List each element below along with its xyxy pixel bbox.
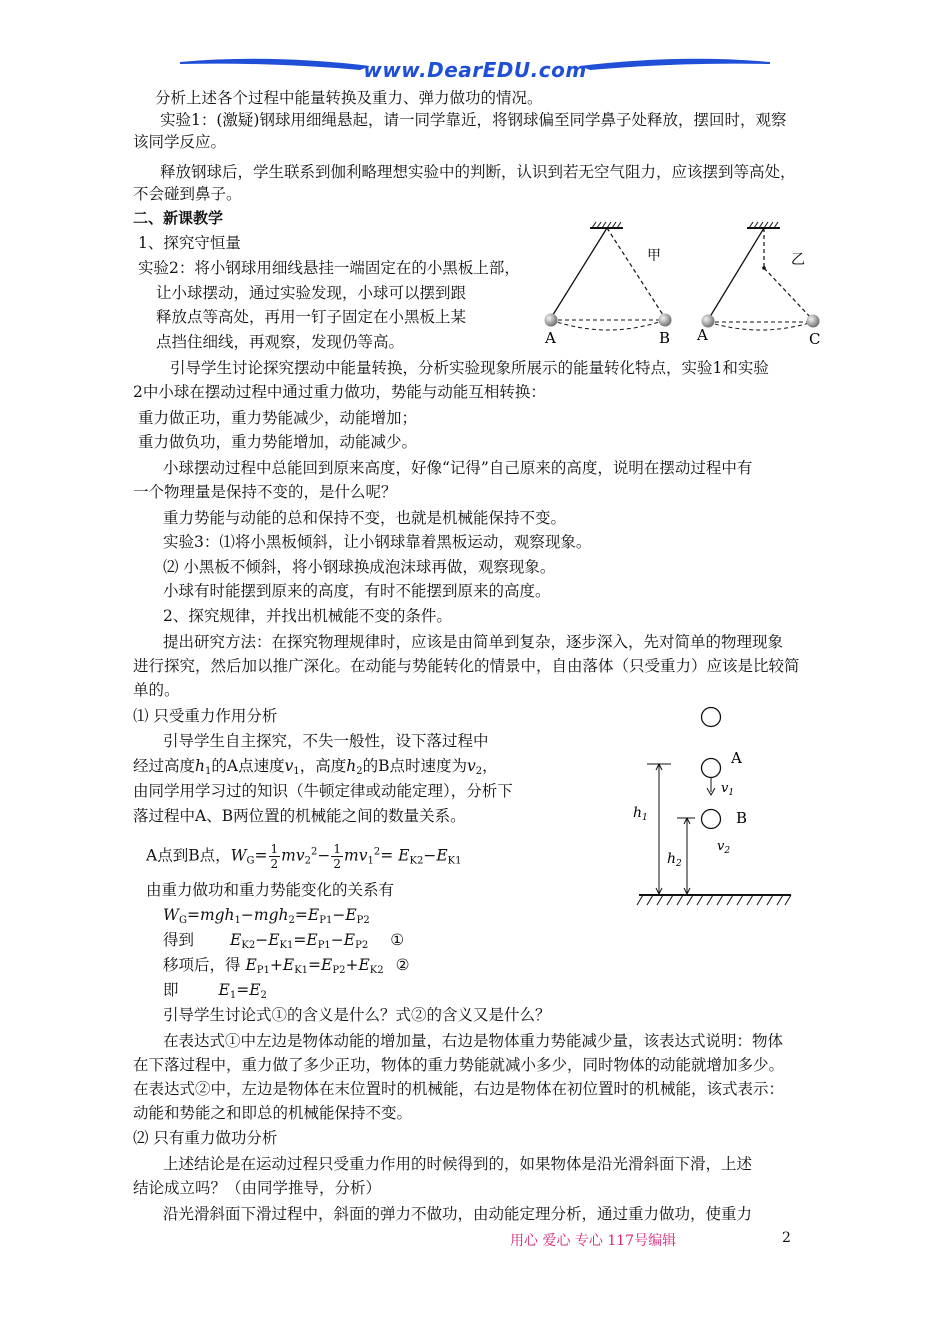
text-line: 让小球摆动，通过实验发现，小球可以摆到跟 bbox=[156, 284, 467, 302]
text-line: 释放钢球后，学生联系到伽利略理想实验中的判断，认识到若无空气阻力，应该摆到等高处， bbox=[160, 163, 796, 181]
svg-text:A: A bbox=[731, 749, 742, 767]
text-line: ⑵ 小黑板不倾斜，将小钢球换成泡沫球再做，观察现象。 bbox=[163, 558, 556, 576]
text-line: 该同学反应。 bbox=[133, 133, 227, 151]
svg-text:h2: $h_2$ bbox=[667, 851, 682, 869]
text-line: 单的。 bbox=[133, 681, 180, 699]
text-line: 实验2：将小钢球用细线悬挂一端固定在的小黑板上部， bbox=[138, 259, 520, 277]
ball-a-icon bbox=[702, 759, 721, 778]
label-a: A bbox=[697, 326, 708, 344]
pendulum-1 bbox=[544, 222, 672, 347]
text-line: 重力势能与动能的总和保持不变，也就是机械能保持不变。 bbox=[163, 509, 567, 527]
ball-icon bbox=[545, 314, 558, 327]
subsection-heading: ⑴ 只受重力作用分析 bbox=[133, 707, 278, 725]
text-line: 引导学生讨论式①的含义是什么？式②的含义又是什么？ bbox=[163, 1006, 551, 1024]
pendulum-2 bbox=[696, 222, 820, 348]
text-line: 点挡住细线，再观察，发现仍等高。 bbox=[156, 333, 405, 351]
text-line: 落过程中A、B两位置的机械能之间的数量关系。 bbox=[133, 807, 466, 825]
equation-3: 即 $E_1=E_2$ bbox=[163, 981, 267, 1001]
text-line: 经过高度$h_1$的A点速度$v_1$，高度$h_2$的B点时速度为$v_2$， bbox=[133, 757, 498, 777]
text-line: 提出研究方法：在探究物理规律时，应该是由简单到复杂，逐步深入，先对简单的物理现象 bbox=[163, 633, 784, 651]
text-line: 实验1：(激疑)钢球用细绳悬起，请一同学靠近，将钢球偏至同学鼻子处释放，摆回时，观察 bbox=[160, 111, 787, 129]
svg-text:v2: $v_2$ bbox=[717, 839, 731, 856]
equation-work-kinetic: A点到B点，$W_G=$ $\frac{1}{2}$ $mv_2^2-$ $\frac{1}{2}$ $mv_1^2= E_{K2}-E_{K1}$ bbox=[146, 842, 462, 871]
text-line: 重力做正功，重力势能减少，动能增加； bbox=[138, 409, 418, 427]
text-line: 2、探究规律，并找出机械能不变的条件。 bbox=[163, 607, 452, 625]
text-line: 重力做负功，重力势能增加，动能减少。 bbox=[138, 433, 418, 451]
footer-credit: 用心 爱心 专心 117号编辑 bbox=[510, 1233, 677, 1249]
subsection-heading: ⑵ 只有重力做功分析 bbox=[133, 1129, 278, 1147]
text-line: 小球摆动过程中总能回到原来高度，好像“记得”自己原来的高度，说明在摆动过程中有 bbox=[163, 459, 753, 477]
text-line: 进行探究，然后加以推广深化。在动能与势能转化的情景中，自由落体（只受重力）应该是比较简 bbox=[133, 657, 800, 675]
section-heading: 二、新课教学 bbox=[133, 209, 224, 227]
equation-2: 移项后，得 $E_{P1}+E_{K1}=E_{P2}+E_{K2}$ ② bbox=[163, 956, 410, 976]
label-jia: 甲 bbox=[647, 248, 661, 264]
text-line: 结论成立吗？（由同学推导，分析） bbox=[133, 1179, 382, 1197]
text-line: 上述结论是在运动过程只受重力作用的时候得到的，如果物体是沿光滑斜面下滑，上述 bbox=[163, 1155, 753, 1173]
svg-text:h1: $h_1$ bbox=[633, 805, 648, 823]
text-line: 2中小球在摆动过程中通过重力做功，势能与动能互相转换： bbox=[133, 383, 546, 401]
page-number: 2 bbox=[782, 1230, 791, 1246]
text-line: 在表达式②中，左边是物体在末位置时的机械能，右边是物体在初位置时的机械能，该式表示： bbox=[133, 1080, 785, 1098]
ball-b-icon bbox=[702, 810, 721, 829]
label-a: A bbox=[545, 329, 556, 347]
label-yi: 乙 bbox=[791, 252, 805, 268]
equation-work-potential: $W_G=mgh_1-mgh_2=E_{P1}-E_{P2}$ bbox=[163, 906, 370, 926]
equation-1: 得到 $E_{K2}-E_{K1}=E_{P1}-E_{P2}$ ① bbox=[163, 931, 405, 951]
ball-icon bbox=[807, 315, 820, 328]
svg-text:B: B bbox=[736, 809, 748, 827]
svg-text:v1: $v_1$ bbox=[721, 781, 735, 798]
pendulum-diagram bbox=[535, 218, 835, 348]
site-logo: www.DearEDU.com bbox=[363, 58, 587, 82]
ball-icon bbox=[659, 314, 672, 327]
text-line: 引导学生自主探究，不失一般性，设下落过程中 bbox=[163, 732, 489, 750]
text-line: 一个物理量是保持不变的，是什么呢？ bbox=[133, 483, 397, 501]
text-line: 分析上述各个过程中能量转换及重力、弹力做功的情况。 bbox=[155, 89, 543, 107]
text-line: 小球有时能摆到原来的高度，有时不能摆到原来的高度。 bbox=[163, 582, 551, 600]
text-line: 实验3：⑴将小黑板倾斜，让小钢球靠着黑板运动，观察现象。 bbox=[163, 533, 592, 551]
text-line: 由同学用学习过的知识（牛顿定律或动能定理），分析下 bbox=[133, 782, 513, 800]
text-line: 不会碰到鼻子。 bbox=[133, 185, 242, 203]
text-line: 动能和势能之和即总的机械能保持不变。 bbox=[133, 1104, 413, 1122]
text-line: 由重力做功和重力势能变化的关系有 bbox=[146, 881, 395, 899]
label-c: C bbox=[809, 330, 821, 348]
ball-start-icon bbox=[702, 708, 721, 727]
text-line: 释放点等高处，再用一钉子固定在小黑板上某 bbox=[156, 308, 467, 326]
subsection-heading: 1、探究守恒量 bbox=[138, 234, 241, 252]
free-fall-diagram bbox=[625, 700, 795, 915]
text-line: 沿光滑斜面下滑过程中，斜面的弹力不做功，由动能定理分析，通过重力做功，使重力 bbox=[163, 1205, 753, 1223]
text-line: 在表达式①中左边是物体动能的增加量，右边是物体重力势能减少量，该表达式说明：物体 bbox=[163, 1032, 784, 1050]
text-line: 引导学生讨论探究摆动中能量转换，分析实验现象所展示的能量转化特点，实验1和实验 bbox=[170, 359, 769, 377]
label-b: B bbox=[659, 329, 671, 347]
text-line: 在下落过程中，重力做了多少正功，物体的重力势能就减小多少，同时物体的动能就增加多少。 bbox=[133, 1056, 785, 1074]
